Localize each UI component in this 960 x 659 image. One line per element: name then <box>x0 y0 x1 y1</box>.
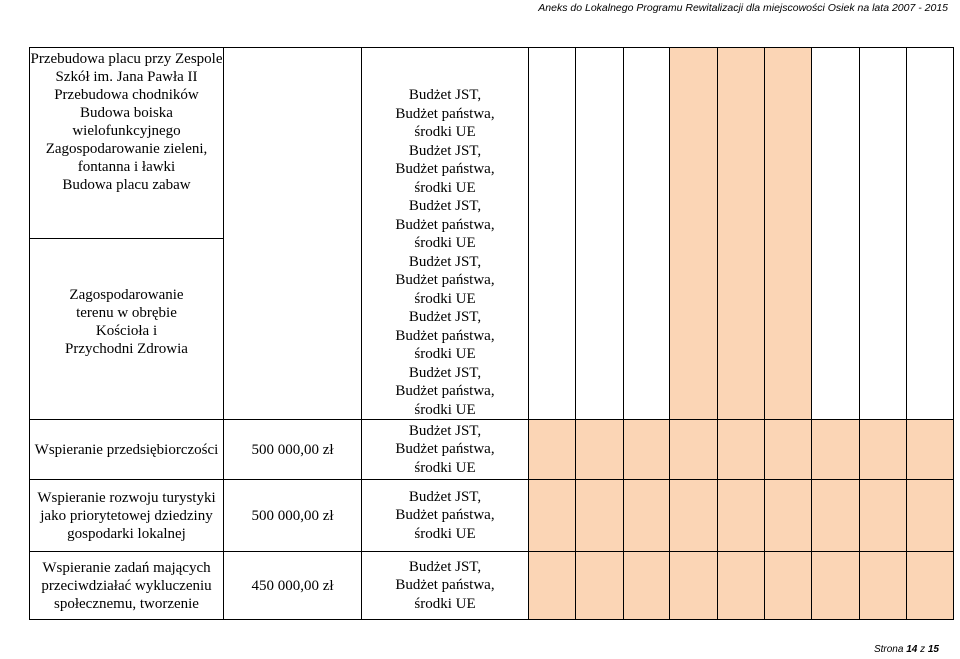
table-row <box>30 552 954 620</box>
project-name: Budowa boiska wielofunkcyjnego <box>72 105 181 139</box>
project-cell <box>30 238 224 419</box>
table-row <box>30 48 954 239</box>
funding-group: Budżet JST, Budżet państwa, środki UE <box>395 364 495 418</box>
table-row <box>30 420 954 480</box>
project-name: Wspieranie rozwoju turystyki jako priorytetowej dziedziny gospodarki lokalnej <box>30 480 224 552</box>
page-number: 14 <box>906 644 918 655</box>
table-row <box>30 480 954 552</box>
funding-cell <box>362 48 529 420</box>
funding-cell: Budżet JST, Budżet państwa, środki UE <box>362 480 529 552</box>
schedule-table <box>29 47 954 620</box>
funding-group: Budżet JST, Budżet państwa, środki UE <box>395 309 495 362</box>
cost-value: 500 000,00 zł <box>224 480 362 552</box>
funding-group: Budżet JST, Budżet państwa, środki UE <box>395 142 495 196</box>
project-name: Przebudowa placu przy Zespole Szkół im. Jana Pawła II <box>30 51 223 85</box>
cost-value: 500 000,00 zł <box>224 420 362 480</box>
page-total: 15 <box>927 644 939 655</box>
project-cell <box>30 48 224 239</box>
cost-value: 450 000,00 zł <box>224 552 362 620</box>
page-footer <box>874 644 939 655</box>
funding-cell: Budżet JST, Budżet państwa, środki UE <box>362 420 529 480</box>
funding-group: Budżet JST, Budżet państwa, środki UE <box>395 253 495 307</box>
funding-group: Budżet JST, Budżet państwa, środki UE <box>395 87 495 140</box>
funding-group: Budżet JST, Budżet państwa, środki UE <box>395 198 495 251</box>
project-name: Zagospodarowanie zieleni, fontanna i ławki <box>45 141 208 175</box>
project-name: Wspieranie przedsiębiorczości <box>30 420 224 480</box>
page-label: Strona <box>873 644 904 655</box>
cost-cell <box>224 48 362 420</box>
project-name: Budowa placu zabaw <box>62 177 191 193</box>
project-name: Zagospodarowanie terenu w obrębie Kościoła i Przychodni Zdrowia <box>65 286 188 357</box>
project-name: Przebudowa chodników <box>54 87 199 103</box>
project-name: Wspieranie zadań mających przeciwdziałać wykluczeniu społecznemu, tworzenie <box>30 552 224 620</box>
page-separator: z <box>920 644 926 655</box>
funding-cell: Budżet JST, Budżet państwa, środki UE <box>362 552 529 620</box>
document-header: Aneks do Lokalnego Programu Rewitalizacji dla miejscowości Osiek na lata 2007 - 2015 <box>538 2 948 14</box>
